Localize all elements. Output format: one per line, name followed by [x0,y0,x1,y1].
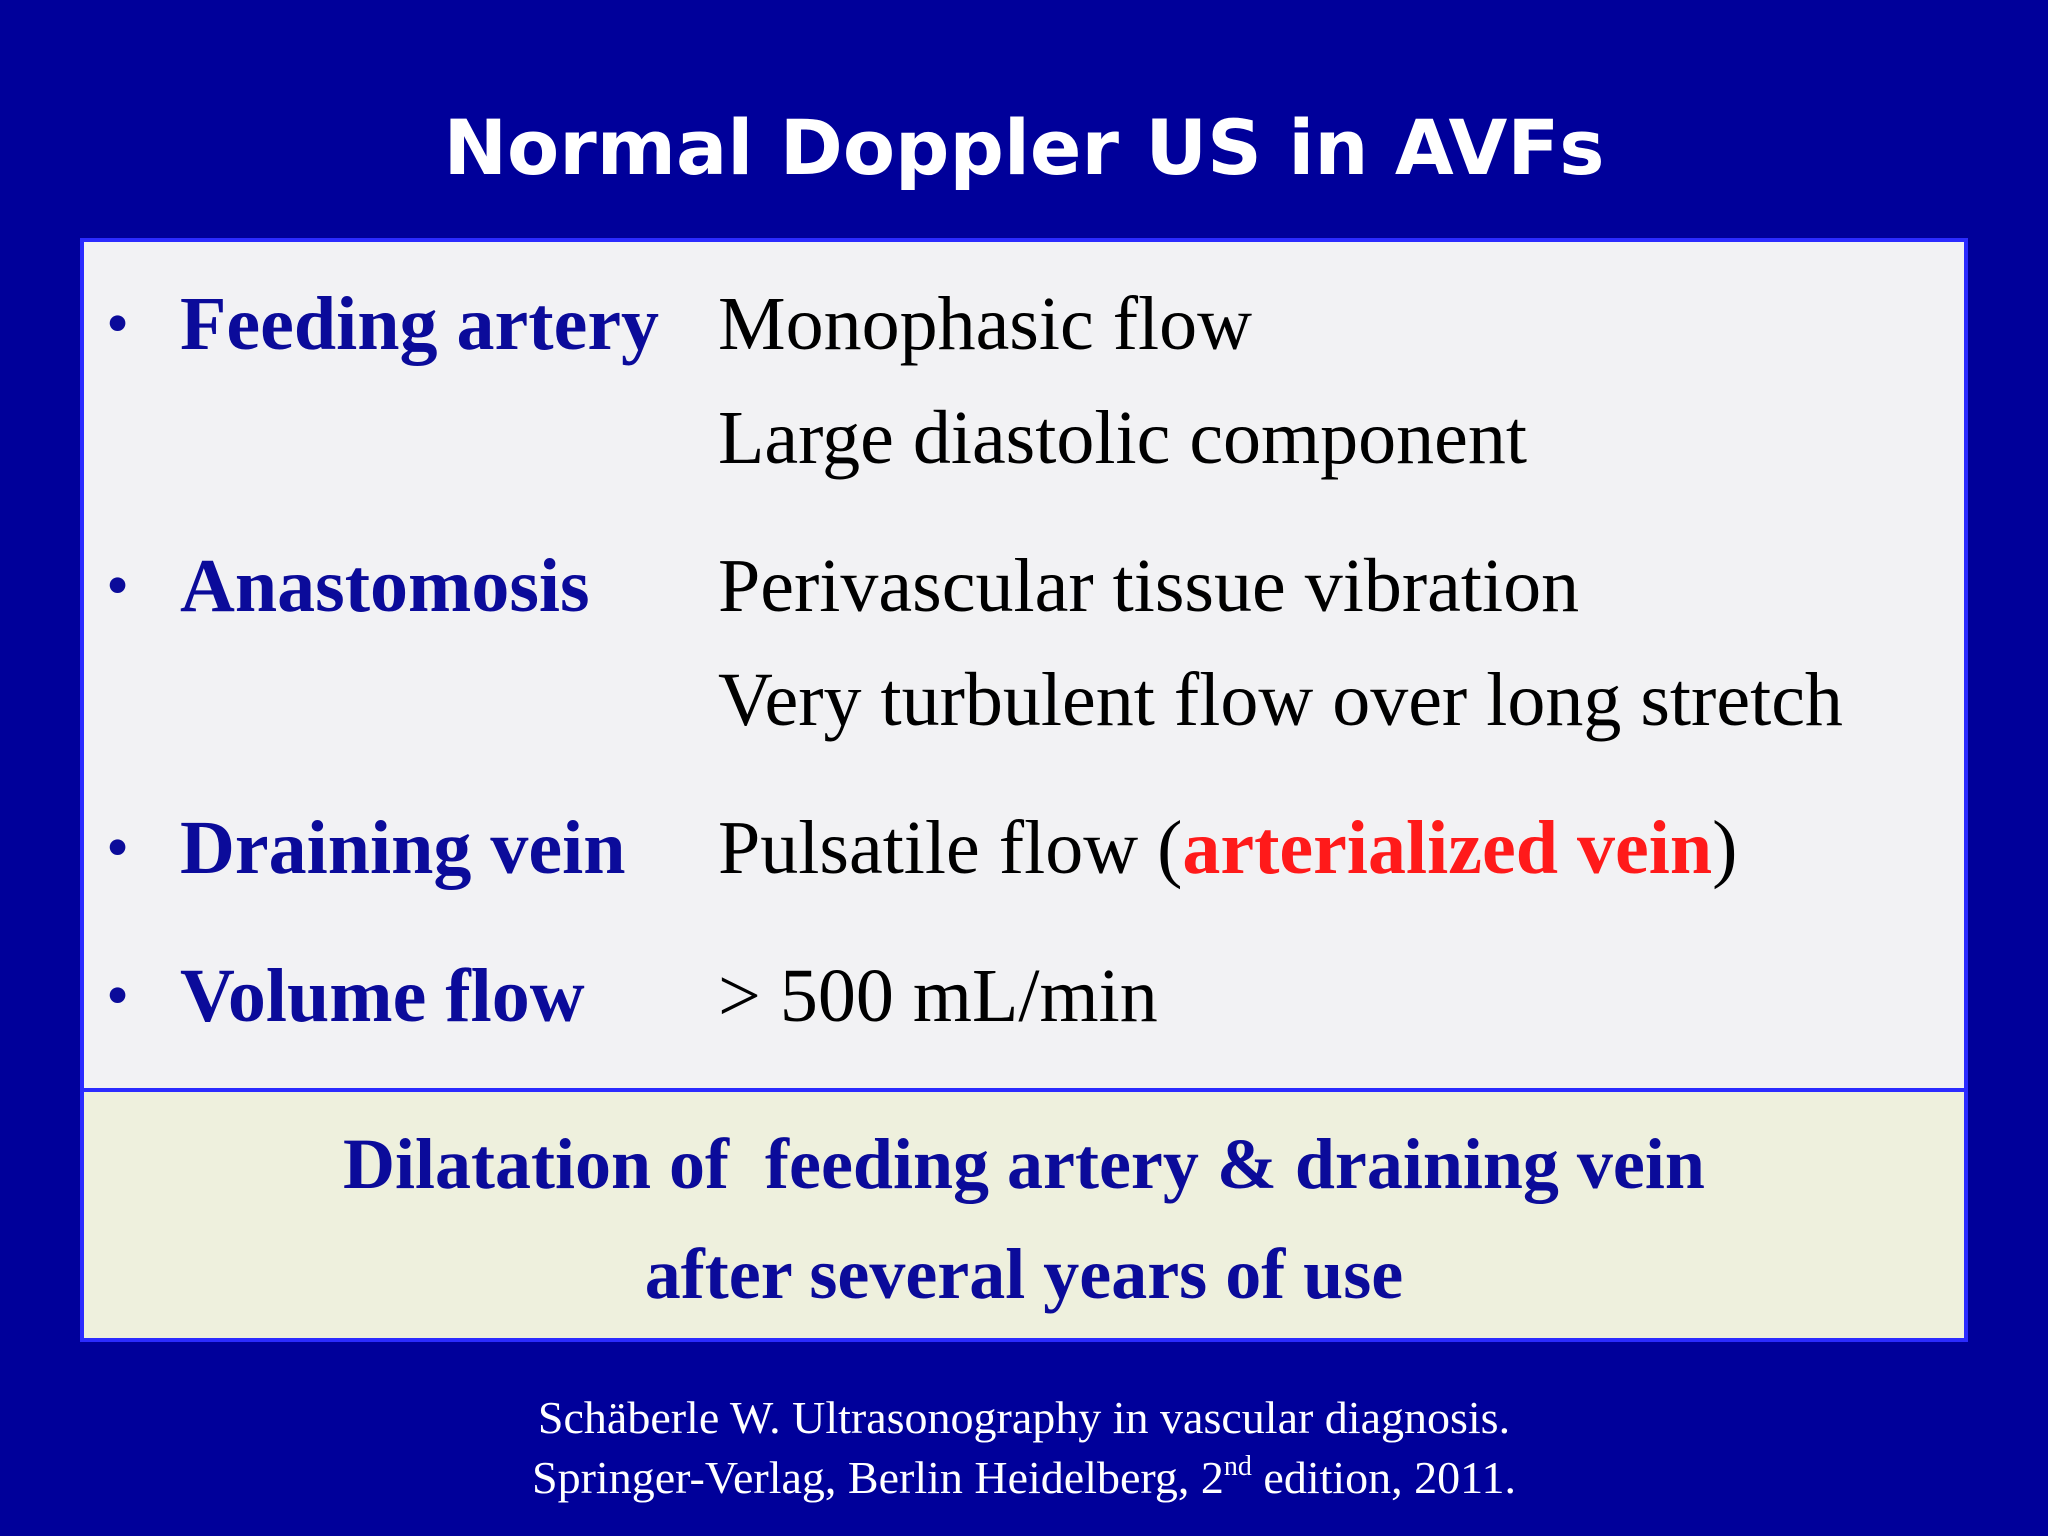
citation-prefix: Springer-Verlag, Berlin Heidelberg, 2 [532,1452,1224,1503]
summary-line: after several years of use [644,1234,1404,1314]
citation-suffix: edition, 2011. [1251,1452,1516,1503]
list-item-volume-flow [84,946,1964,1046]
item-detail [718,798,1737,898]
findings-list [84,242,1964,1088]
item-detail: > 500 mL/min [718,954,1158,1038]
citation-line: Schäberle W. Ultrasonography in vascular diagnosis. [537,1392,1511,1443]
item-label: Anastomosis [180,544,590,628]
item-label: Feeding artery [180,282,660,366]
item-detail: Very turbulent flow over long stretch [718,658,1843,742]
content-panel [80,238,1968,1342]
item-detail: Monophasic flow [718,282,1253,366]
item-detail-prefix: Pulsatile flow ( [718,806,1183,890]
bullet-icon: • [106,959,130,1032]
highlight-text: arterialized vein [1182,806,1713,890]
item-detail: Perivascular tissue vibration [718,544,1580,628]
list-item-feeding-artery [84,274,1964,480]
list-item-draining-vein [84,798,1964,898]
bullet-icon: • [106,549,130,622]
citation-line [0,1448,2048,1508]
item-label: Draining vein [180,806,626,890]
list-item-anastomosis [84,536,1964,742]
slide-title: Normal Doppler US in AVFs [443,103,1605,192]
item-detail-suffix: ) [1712,806,1738,890]
summary-line: Dilatation of feeding artery & draining vein [343,1124,1705,1204]
item-detail: Large diastolic component [718,396,1528,480]
bullet-icon: • [106,287,130,360]
bullet-icon: • [106,811,130,884]
citation-superscript: nd [1223,1451,1252,1482]
item-label: Volume flow [180,954,585,1038]
summary-box [84,1092,1964,1338]
